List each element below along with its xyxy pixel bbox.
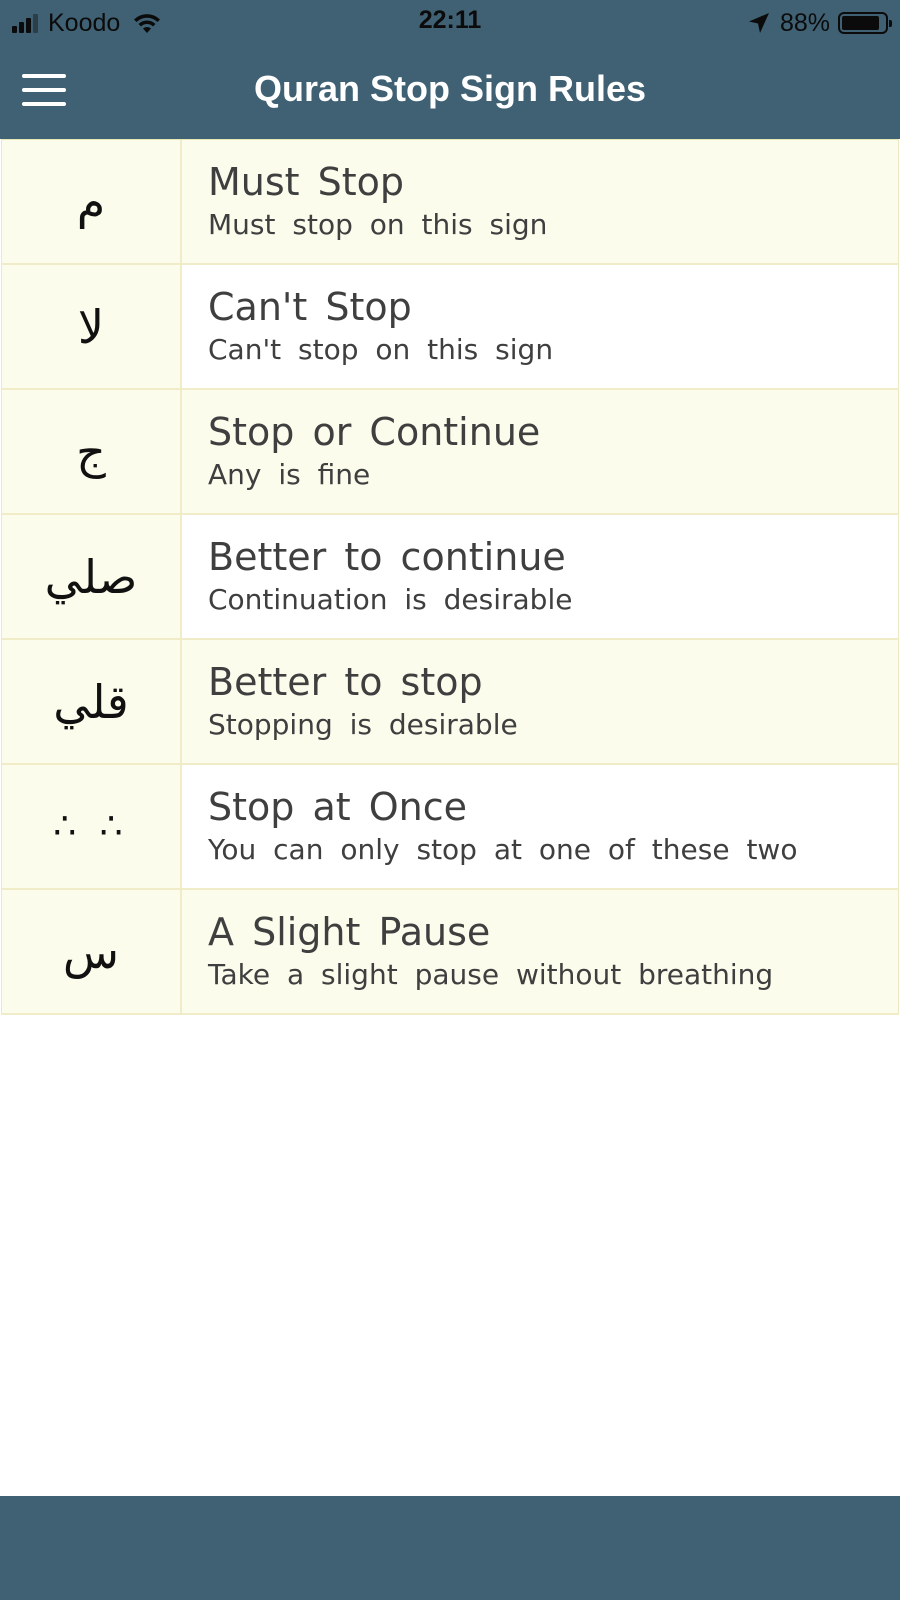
stop-sign-symbol: ∴ ∴ [2,765,182,888]
stop-sign-symbol: ج [2,390,182,513]
stop-sign-symbol: س [2,890,182,1013]
navigation-bar [0,46,900,139]
rule-title: Stop or Continue [208,409,541,454]
rule-description: Take a slight pause without breathing [208,957,774,991]
rule-description: Stopping is desirable [208,707,518,741]
rule-description: Any is fine [208,457,371,491]
battery-percentage: 88% [779,8,830,37]
rule-text [182,390,898,513]
bottom-bar [0,1496,900,1600]
status-bar [0,0,900,46]
rule-title: Better to stop [208,659,483,704]
rule-row-better-to-continue[interactable] [1,515,899,640]
rule-description: Must stop on this sign [208,207,548,241]
stop-sign-symbol: صلي [2,515,182,638]
rule-text [182,890,898,1013]
rule-text [182,640,898,763]
rule-description: Can't stop on this sign [208,332,554,366]
rule-text [182,265,898,388]
rule-row-cant-stop[interactable] [1,265,899,390]
rule-description: Continuation is desirable [208,582,573,616]
rule-title: Can't Stop [208,284,412,329]
status-right [748,8,888,38]
rule-row-stop-or-continue[interactable] [1,390,899,515]
rule-row-stop-at-once[interactable] [1,765,899,890]
rule-text [182,765,898,888]
stop-sign-symbol: قلي [2,640,182,763]
stop-sign-symbol: م [2,140,182,263]
rule-row-slight-pause[interactable] [1,890,899,1015]
rule-title: A Slight Pause [208,909,491,954]
rule-text [182,140,898,263]
battery-icon [838,12,888,34]
stop-sign-symbol: لا [2,265,182,388]
status-time: 22:11 [418,6,482,34]
rule-row-better-to-stop[interactable] [1,640,899,765]
rule-description: You can only stop at one of these two [208,832,798,866]
location-arrow-icon [748,12,770,34]
rule-text [182,515,898,638]
rule-row-must-stop[interactable] [1,140,899,265]
rule-title: Better to continue [208,534,566,579]
page-title: Quran Stop Sign Rules [253,68,647,109]
carrier-name: Koodo [48,8,121,37]
stop-sign-rules-list [1,139,899,1015]
rule-title: Stop at Once [208,784,467,829]
rule-title: Must Stop [208,159,405,204]
battery-level-fill [842,16,879,30]
